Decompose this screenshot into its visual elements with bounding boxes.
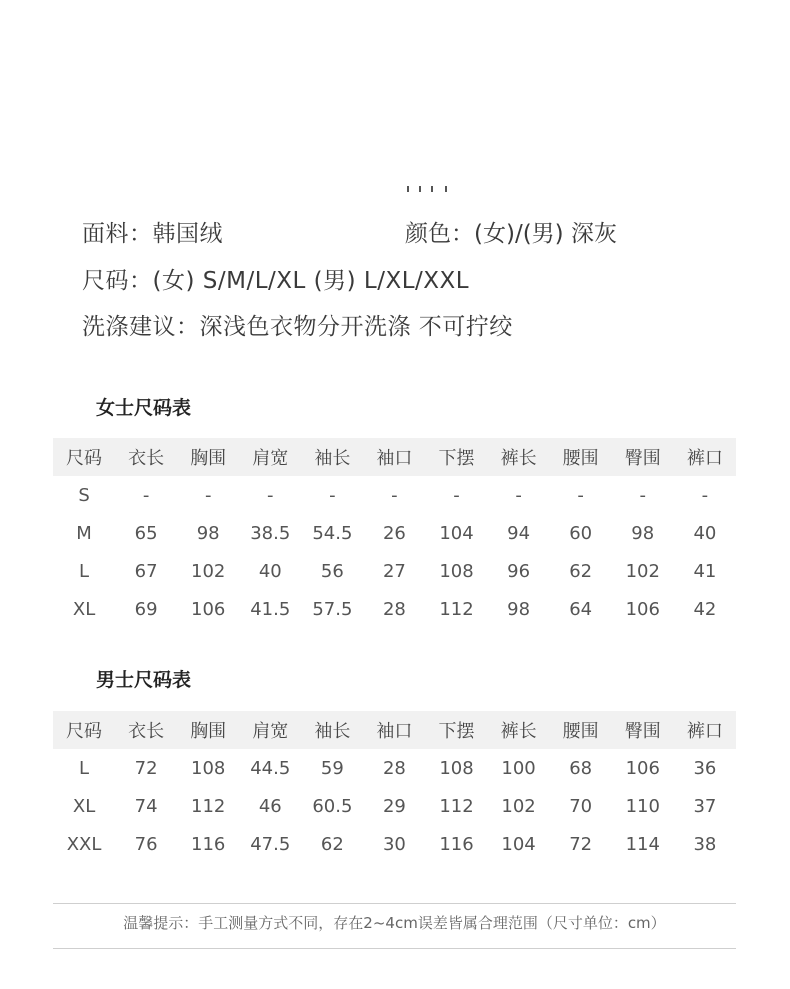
table-cell: - — [329, 484, 336, 506]
column-header: 衣长 — [115, 711, 177, 749]
table-cell: 28 — [382, 757, 406, 779]
table-cell: 38.5 — [250, 522, 291, 544]
men-size-chart-title: 男士尺码表 — [96, 669, 192, 691]
table-cell: 98 — [507, 598, 531, 620]
table-cell: 44.5 — [250, 757, 291, 779]
table-cell: M — [76, 522, 92, 544]
table-cell: L — [79, 757, 90, 779]
column-header: 裤长 — [488, 438, 550, 476]
table-cell: 38 — [693, 833, 717, 855]
color-info: 颜色：(女)/(男) 深灰 — [405, 221, 617, 247]
table-cell: 56 — [320, 560, 344, 582]
column-header: 肩宽 — [239, 711, 301, 749]
table-cell: 102 — [191, 560, 226, 582]
table-header-row — [53, 711, 736, 749]
table-cell: 40 — [258, 560, 282, 582]
table-cell: 46 — [258, 795, 282, 817]
table-cell: 76 — [134, 833, 158, 855]
table-cell: 59 — [320, 757, 344, 779]
column-header: 胸围 — [177, 711, 239, 749]
table-cell: 40 — [693, 522, 717, 544]
table-cell: 62 — [320, 833, 344, 855]
table-cell: XL — [72, 795, 96, 817]
divider-top — [53, 903, 736, 904]
table-cell: 106 — [625, 598, 660, 620]
column-header: 腰围 — [550, 711, 612, 749]
table-cell: 69 — [134, 598, 158, 620]
measurement-note: 温馨提示：手工测量方式不同，存在2~4cm误差皆属合理范围（尺寸单位：cm） — [123, 914, 666, 932]
table-cell: - — [515, 484, 522, 506]
table-row — [53, 552, 736, 590]
table-cell: 100 — [501, 757, 536, 779]
table-cell: 116 — [191, 833, 226, 855]
table-cell: 72 — [134, 757, 158, 779]
column-header: 尺码 — [53, 438, 115, 476]
table-cell: 116 — [439, 833, 474, 855]
table-cell: - — [204, 484, 212, 506]
table-cell: 29 — [382, 795, 406, 817]
table-cell: 36 — [693, 757, 717, 779]
table-cell: 112 — [439, 598, 474, 620]
table-row — [53, 476, 736, 514]
table-cell: 67 — [134, 560, 158, 582]
column-header: 肩宽 — [239, 438, 301, 476]
table-cell: 64 — [569, 598, 593, 620]
table-cell: 70 — [569, 795, 593, 817]
table-cell: 98 — [196, 522, 220, 544]
table-cell: 42 — [693, 598, 717, 620]
table-cell: 57.5 — [312, 598, 353, 620]
table-cell: 27 — [382, 560, 406, 582]
table-cell: 41 — [693, 560, 717, 582]
table-cell: 68 — [569, 757, 593, 779]
cropped-text-fragment — [405, 186, 449, 192]
table-cell: 74 — [134, 795, 158, 817]
table-cell: 96 — [507, 560, 531, 582]
table-cell: 104 — [439, 522, 474, 544]
table-cell: 114 — [625, 833, 660, 855]
table-cell: - — [639, 484, 646, 506]
table-cell: 98 — [631, 522, 655, 544]
column-header: 下摆 — [425, 711, 487, 749]
column-header: 袖口 — [363, 711, 425, 749]
table-cell: 60.5 — [312, 795, 353, 817]
size-info: 尺码：(女) S/M/L/XL (男) L/XL/XXL — [82, 268, 470, 294]
table-cell: - — [577, 484, 584, 506]
table-cell: 62 — [569, 560, 593, 582]
women-size-table — [53, 438, 736, 628]
table-cell: 54.5 — [312, 522, 353, 544]
table-cell: 28 — [382, 598, 406, 620]
table-header-row — [53, 438, 736, 476]
table-row — [53, 749, 736, 787]
table-cell: 30 — [382, 833, 406, 855]
table-cell: L — [79, 560, 90, 582]
column-header: 尺码 — [53, 711, 115, 749]
column-header: 臀围 — [612, 438, 674, 476]
table-cell: XL — [72, 598, 96, 620]
column-header: 袖口 — [363, 438, 425, 476]
table-cell: - — [391, 484, 398, 506]
table-cell: 108 — [439, 757, 474, 779]
table-cell: 112 — [191, 795, 226, 817]
column-header: 腰围 — [550, 438, 612, 476]
table-cell: - — [142, 484, 150, 506]
table-cell: 37 — [693, 795, 717, 817]
column-header: 下摆 — [425, 438, 487, 476]
table-cell: 60 — [569, 522, 593, 544]
column-header: 衣长 — [115, 438, 177, 476]
divider-bottom — [53, 948, 736, 949]
women-size-chart-title: 女士尺码表 — [96, 397, 192, 419]
table-cell: 41.5 — [250, 598, 291, 620]
table-cell: 104 — [501, 833, 536, 855]
table-cell: XXL — [66, 833, 102, 855]
column-header: 臀围 — [612, 711, 674, 749]
table-cell: - — [453, 484, 460, 506]
column-header: 袖长 — [301, 711, 363, 749]
column-header: 裤口 — [674, 711, 736, 749]
table-cell: 102 — [625, 560, 660, 582]
table-row — [53, 825, 736, 863]
table-cell: 106 — [191, 598, 226, 620]
table-cell: 108 — [191, 757, 226, 779]
column-header: 裤长 — [488, 711, 550, 749]
washing-info: 洗涤建议：深浅色衣物分开洗涤 不可拧绞 — [82, 314, 513, 340]
table-cell: - — [701, 484, 709, 506]
table-cell: - — [267, 484, 274, 506]
table-cell: 112 — [439, 795, 474, 817]
men-size-table — [53, 711, 736, 863]
table-cell: 47.5 — [250, 833, 291, 855]
column-header: 胸围 — [177, 438, 239, 476]
table-row — [53, 787, 736, 825]
table-row — [53, 590, 736, 628]
table-cell: 106 — [625, 757, 660, 779]
table-cell: S — [78, 484, 90, 506]
table-cell: 94 — [507, 522, 531, 544]
table-cell: 102 — [501, 795, 536, 817]
table-cell: 26 — [382, 522, 406, 544]
column-header: 裤口 — [674, 438, 736, 476]
table-cell: 65 — [134, 522, 158, 544]
table-row — [53, 514, 736, 552]
table-cell: 72 — [569, 833, 593, 855]
column-header: 袖长 — [301, 438, 363, 476]
fabric-info: 面料：韩国绒 — [82, 221, 223, 247]
table-cell: 108 — [439, 560, 474, 582]
table-cell: 110 — [625, 795, 660, 817]
